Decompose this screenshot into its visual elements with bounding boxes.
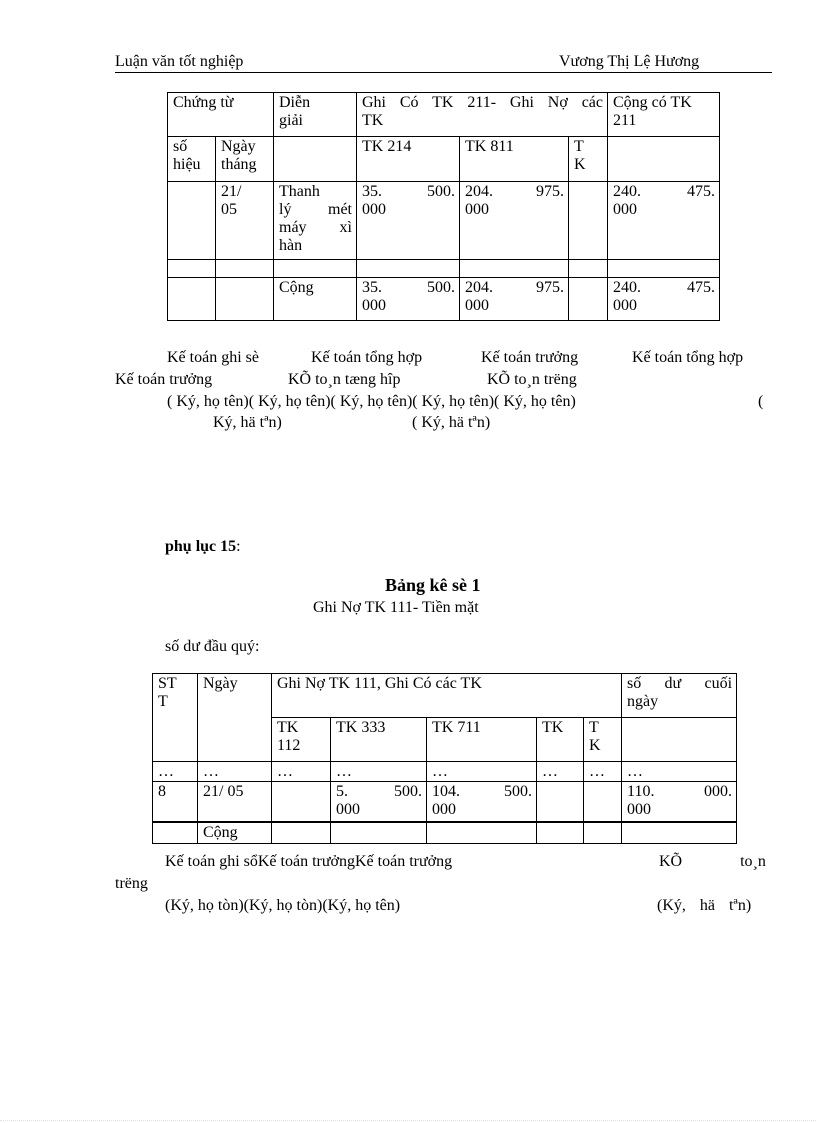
cell-tk112 bbox=[272, 782, 331, 822]
col-chung-tu: Chứng từ bbox=[168, 93, 274, 137]
col-tk333: TK 333 bbox=[331, 718, 427, 762]
cell-tk214: 35. 500. 000 bbox=[357, 182, 460, 260]
sign2-line1: Kế toán ghi sổKế toán trưởngKế toán trưởng bbox=[165, 853, 453, 870]
page-title: Bảng kê sè 1 bbox=[385, 575, 481, 595]
sign1-garbled-2: KÕ to¸n trëng bbox=[487, 371, 577, 388]
col-ghi-no: Ghi Nợ TK 111, Ghi Có các TK bbox=[272, 674, 622, 718]
cell-cong: 240. 475. 000 bbox=[608, 182, 720, 260]
cell-dien-giai: Thanh lý mét máy xì hàn bbox=[274, 182, 357, 260]
table-subheader-row bbox=[168, 137, 720, 182]
col-tk112: TK 112 bbox=[272, 718, 331, 762]
sign1-truong: Kế toán trưởng bbox=[481, 349, 579, 366]
col-cong-co: Cộng có TK 211 bbox=[608, 93, 720, 137]
opening-balance: số dư đầu quý: bbox=[165, 638, 260, 655]
col-ngay: Ngày bbox=[198, 674, 272, 762]
cell-total-tk214: 35. 500. 000 bbox=[357, 278, 460, 321]
col-ghi-co: Ghi Có TK 211- Ghi Nợ các TK bbox=[357, 93, 608, 137]
sign2-line3: (Ký, họ tòn)(Ký, họ tòn)(Ký, họ tên) bbox=[165, 897, 401, 914]
page-bottom-rule bbox=[0, 1120, 816, 1121]
table-row bbox=[168, 182, 720, 260]
col-ngay-thang: Ngày tháng bbox=[216, 137, 274, 182]
cell-stt: 8 bbox=[153, 782, 198, 822]
col-tk214: TK 214 bbox=[357, 137, 460, 182]
sign1-ghi-so: Kế toán ghi sè bbox=[167, 349, 259, 366]
cell-tk bbox=[569, 182, 608, 260]
sign1-garbled-1: KÕ to¸n tæng hîp bbox=[288, 371, 401, 388]
table-header-row bbox=[153, 674, 737, 718]
sign1-truong-2: Kế toán trưởng bbox=[115, 371, 213, 388]
asset-disposal-table bbox=[167, 92, 720, 321]
col-so-du: số dư cuối ngày bbox=[622, 674, 737, 718]
col-tk: T K bbox=[569, 137, 608, 182]
header-rule bbox=[115, 72, 772, 73]
col-dien-giai: Diễn giải bbox=[274, 93, 357, 137]
col-tk: TK bbox=[537, 718, 584, 762]
cell-empty bbox=[274, 137, 357, 182]
table-row-empty bbox=[168, 260, 720, 278]
col-tk711: TK 711 bbox=[427, 718, 537, 762]
cell-empty bbox=[608, 137, 720, 182]
cell-total-label: Cộng bbox=[274, 278, 357, 321]
sign1-paren: ( bbox=[758, 393, 764, 410]
col-tk-2: T K bbox=[584, 718, 622, 762]
sign1-names: ( Ký, họ tên)( Ký, họ tên)( Ký, họ tên)( Ký, họ tên)( Ký, họ tên) bbox=[167, 393, 576, 410]
table-row bbox=[153, 782, 737, 822]
header-left: Luận văn tốt nghiệp bbox=[115, 53, 244, 70]
sign2-line3-right: (Ký, hä tªn) bbox=[657, 897, 752, 914]
cash-ledger-table bbox=[152, 673, 737, 844]
cell-empty bbox=[622, 718, 737, 762]
cell-tk811: 204. 975. 000 bbox=[460, 182, 569, 260]
cell-total-label: Cộng bbox=[198, 822, 272, 844]
sign2-line2: trëng bbox=[115, 875, 148, 892]
table-total-row bbox=[153, 822, 737, 844]
cell-total-cong: 240. 475. 000 bbox=[608, 278, 720, 321]
col-so-hieu: số hiệu bbox=[168, 137, 216, 182]
col-tk811: TK 811 bbox=[460, 137, 569, 182]
table-row-ellipsis: … … … … … … … … bbox=[153, 762, 737, 782]
cell-ngay: 21/ 05 bbox=[216, 182, 274, 260]
sign1-name-a: Ký, hä tªn) bbox=[213, 414, 282, 431]
sign1-name-b: ( Ký, hä tªn) bbox=[412, 414, 491, 431]
cell-so-du: 110. 000. 000 bbox=[622, 782, 737, 822]
appendix-label: phụ lục 15: bbox=[165, 538, 241, 555]
cell-so-hieu bbox=[168, 182, 216, 260]
col-stt: ST T bbox=[153, 674, 198, 762]
header-right: Vương Thị Lệ Hương bbox=[559, 53, 700, 70]
sign1-tong-hop-2: Kế toán tổng hợp bbox=[632, 349, 744, 366]
cell-tk333: 5. 500. 000 bbox=[331, 782, 427, 822]
table-header-row bbox=[168, 93, 720, 137]
sign2-line1-right: KÕ to¸n bbox=[659, 853, 766, 870]
page-subtitle: Ghi Nợ TK 111- Tiền mặt bbox=[313, 599, 479, 616]
cell-ngay: 21/ 05 bbox=[198, 782, 272, 822]
sign1-tong-hop: Kế toán tổng hợp bbox=[311, 349, 423, 366]
table-total-row bbox=[168, 278, 720, 321]
cell-total-tk811: 204. 975. 000 bbox=[460, 278, 569, 321]
cell-tk711: 104. 500. 000 bbox=[427, 782, 537, 822]
